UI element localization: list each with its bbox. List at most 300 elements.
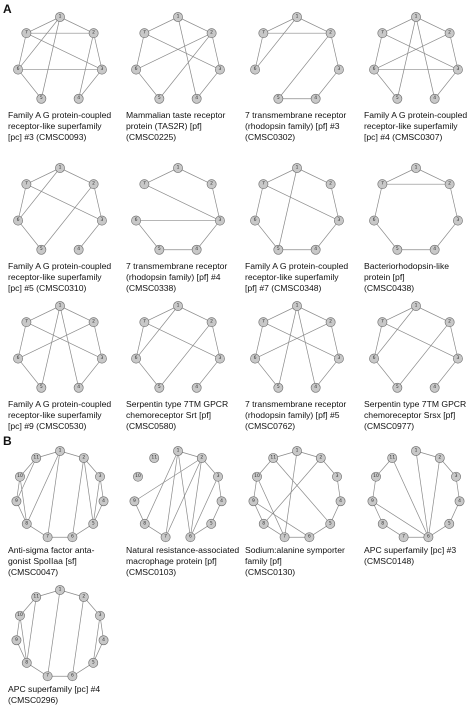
node-label: 6 xyxy=(253,356,257,362)
node-3 xyxy=(95,611,104,620)
edge-2-3 xyxy=(450,33,458,69)
network-panel-a-9 xyxy=(0,297,118,431)
edge-6-7 xyxy=(255,322,263,358)
node-label: 10 xyxy=(373,474,379,480)
caption-line: (CMSC0338) xyxy=(126,283,177,293)
node-4 xyxy=(336,497,345,506)
node-label: 5 xyxy=(157,385,161,391)
node-label: 6 xyxy=(307,534,311,540)
caption-line: (CMSC0977) xyxy=(364,421,415,431)
edge-7-3 xyxy=(382,33,458,69)
node-4 xyxy=(74,383,83,392)
node-label: 11 xyxy=(33,594,40,600)
edge-2-5 xyxy=(84,458,95,527)
node-7 xyxy=(280,533,289,542)
edge-1-6 xyxy=(178,451,190,537)
node-4 xyxy=(430,94,439,103)
edge-1-2 xyxy=(178,168,212,184)
edge-7-1 xyxy=(382,168,416,184)
caption-line: 7 transmembrane receptor xyxy=(245,399,347,409)
caption-line: APC superfamily [pc] #3 xyxy=(364,545,457,555)
node-label: 6 xyxy=(372,218,376,224)
node-label: 8 xyxy=(143,521,147,527)
node-label: 3 xyxy=(100,67,104,73)
edge-2-6 xyxy=(72,597,83,676)
node-3 xyxy=(97,216,106,225)
node-4 xyxy=(217,497,226,506)
network-graph xyxy=(0,582,118,682)
edge-5-6 xyxy=(374,359,399,391)
node-label: 6 xyxy=(16,67,20,73)
edge-2-3 xyxy=(331,33,339,69)
node-label: 1 xyxy=(295,165,299,171)
caption-line: (CMSC0148) xyxy=(364,556,415,566)
network-caption xyxy=(126,545,239,578)
node-1 xyxy=(411,301,420,310)
edge-7-3 xyxy=(144,184,220,220)
network-panel-b-4 xyxy=(356,443,474,566)
edge-7-3 xyxy=(26,322,102,358)
node-label: 8 xyxy=(25,521,29,527)
caption-line: [pc] #4 (CMSC0307) xyxy=(364,132,443,142)
node-7 xyxy=(140,29,149,38)
edge-7-1 xyxy=(263,306,297,322)
caption-line: receptor-like superfamily xyxy=(8,410,102,420)
node-label: 7 xyxy=(283,534,287,540)
network-caption xyxy=(126,399,228,432)
caption-line: chemoreceptor Srt [pf] xyxy=(126,410,212,420)
node-6 xyxy=(13,216,22,225)
panel-b-label: B xyxy=(3,434,12,448)
node-label: 7 xyxy=(380,319,384,325)
node-3 xyxy=(215,354,224,363)
node-2 xyxy=(79,592,88,601)
caption-line: protein (TAS2R) [pf] xyxy=(126,121,202,131)
edge-7-1 xyxy=(144,168,178,184)
caption-line: Bacteriorhodopsin-like xyxy=(364,261,450,271)
caption-line: receptor-like superfamily xyxy=(8,272,102,282)
node-1 xyxy=(173,446,182,455)
node-label: 11 xyxy=(389,455,396,461)
node-label: 2 xyxy=(92,319,96,325)
node-3 xyxy=(334,216,343,225)
edge-1-2 xyxy=(60,17,94,33)
node-7 xyxy=(161,533,170,542)
network-caption xyxy=(8,261,111,294)
caption-line: Family A G protein-coupled xyxy=(8,399,112,409)
edge-1-2 xyxy=(416,306,450,322)
node-1 xyxy=(173,163,182,172)
edge-2-6 xyxy=(18,322,94,358)
edge-11-8 xyxy=(25,597,36,666)
node-label: 3 xyxy=(218,356,222,362)
node-4 xyxy=(192,94,201,103)
node-3 xyxy=(453,65,462,74)
caption-line: Family A G protein-coupled xyxy=(364,110,468,120)
node-label: 2 xyxy=(448,319,452,325)
edge-2-3 xyxy=(94,184,102,220)
edge-1-2 xyxy=(416,17,450,33)
node-5 xyxy=(155,245,164,254)
node-label: 2 xyxy=(92,181,96,187)
node-label: 7 xyxy=(142,319,146,325)
edge-5-6 xyxy=(18,221,43,253)
node-7 xyxy=(22,29,31,38)
node-label: 4 xyxy=(102,498,105,504)
edge-5-6 xyxy=(136,359,161,391)
network-graph xyxy=(356,159,474,259)
node-label: 1 xyxy=(414,303,418,309)
node-8 xyxy=(378,519,387,528)
caption-line: [pc] #3 (CMSC0093) xyxy=(8,132,87,142)
network-caption xyxy=(245,261,348,294)
caption-line: 7 transmembrane receptor xyxy=(245,110,347,120)
node-7 xyxy=(22,318,31,327)
node-label: 2 xyxy=(329,319,333,325)
node-label: 3 xyxy=(335,474,339,480)
network-caption xyxy=(245,110,346,143)
edge-2-3 xyxy=(331,322,339,358)
node-label: 9 xyxy=(15,498,18,504)
node-label: 4 xyxy=(77,247,81,253)
edge-2-5 xyxy=(157,33,211,102)
node-10 xyxy=(252,472,261,481)
node-label: 7 xyxy=(142,30,146,36)
node-6 xyxy=(369,65,378,74)
edge-7-1 xyxy=(263,168,297,184)
node-label: 3 xyxy=(456,218,460,224)
node-5 xyxy=(274,383,283,392)
node-label: 3 xyxy=(337,218,341,224)
node-9 xyxy=(12,636,21,645)
caption-line: protein [pf] xyxy=(364,272,405,282)
node-label: 5 xyxy=(395,96,399,102)
node-label: 6 xyxy=(134,218,138,224)
edge-1-2 xyxy=(60,306,94,322)
network-caption xyxy=(8,399,111,432)
node-label: 4 xyxy=(314,385,318,391)
edge-2-3 xyxy=(94,322,102,358)
node-label: 6 xyxy=(188,534,192,540)
node-6 xyxy=(250,65,259,74)
node-2 xyxy=(326,318,335,327)
edge-1-5 xyxy=(276,306,297,391)
node-label: 4 xyxy=(195,247,199,253)
node-11 xyxy=(388,453,397,462)
node-label: 7 xyxy=(261,181,265,187)
caption-line: Natural resistance-associated xyxy=(126,545,240,555)
edge-7-1 xyxy=(382,306,416,322)
node-label: 1 xyxy=(414,448,418,454)
node-8 xyxy=(140,519,149,528)
node-label: 6 xyxy=(70,534,74,540)
network-graph xyxy=(237,443,355,543)
edge-5-6 xyxy=(18,359,43,391)
node-10 xyxy=(133,472,142,481)
node-label: 11 xyxy=(33,455,40,461)
edge-5-6 xyxy=(18,70,43,102)
network-graph xyxy=(118,297,236,397)
node-2 xyxy=(445,29,454,38)
node-7 xyxy=(140,180,149,189)
node-6 xyxy=(305,533,314,542)
node-label: 2 xyxy=(448,181,452,187)
node-8 xyxy=(259,519,268,528)
caption-line: (CMSC0762) xyxy=(245,421,296,431)
node-label: 1 xyxy=(295,303,299,309)
network-graph xyxy=(356,443,474,543)
node-label: 2 xyxy=(210,30,214,36)
caption-line: (CMSC0438) xyxy=(364,283,415,293)
node-label: 11 xyxy=(151,455,158,461)
edge-3-4 xyxy=(77,221,102,253)
node-label: 6 xyxy=(253,218,257,224)
node-1 xyxy=(411,446,420,455)
node-label: 4 xyxy=(220,498,223,504)
edge-1-5 xyxy=(39,306,60,391)
node-7 xyxy=(43,672,52,681)
node-label: 5 xyxy=(276,385,280,391)
node-6 xyxy=(369,354,378,363)
edge-5-6 xyxy=(374,221,399,253)
node-11 xyxy=(32,592,41,601)
edge-7-1 xyxy=(144,306,178,322)
node-7 xyxy=(43,533,52,542)
network-caption xyxy=(364,545,456,567)
edge-2-8 xyxy=(262,458,321,527)
node-4 xyxy=(430,245,439,254)
node-label: 3 xyxy=(218,218,222,224)
network-panel-a-6 xyxy=(118,159,236,293)
node-1 xyxy=(55,163,64,172)
edge-2-5 xyxy=(157,322,211,391)
node-label: 3 xyxy=(216,474,220,480)
node-label: 6 xyxy=(372,356,376,362)
node-label: 5 xyxy=(157,96,161,102)
edge-7-1 xyxy=(382,17,416,33)
node-3 xyxy=(453,354,462,363)
edge-3-4 xyxy=(314,70,339,102)
node-label: 1 xyxy=(295,14,299,20)
network-caption xyxy=(364,110,467,143)
node-label: 6 xyxy=(70,673,74,679)
node-1 xyxy=(55,12,64,21)
node-label: 1 xyxy=(176,14,180,20)
network-graph xyxy=(237,159,355,259)
node-label: 1 xyxy=(176,165,180,171)
caption-line: Mammalian taste receptor xyxy=(126,110,226,120)
node-2 xyxy=(197,453,206,462)
caption-line: (rhodopsin family) [pf] #3 xyxy=(245,121,340,131)
node-label: 5 xyxy=(395,385,399,391)
node-2 xyxy=(445,318,454,327)
node-label: 4 xyxy=(77,385,81,391)
network-panel-a-12 xyxy=(356,297,474,431)
node-label: 7 xyxy=(24,319,28,325)
node-4 xyxy=(74,94,83,103)
node-6 xyxy=(68,533,77,542)
network-caption xyxy=(8,684,100,706)
network-panel-a-1 xyxy=(0,8,118,142)
network-graph xyxy=(118,159,236,259)
node-10 xyxy=(15,472,24,481)
caption-line: (CMSC0296) xyxy=(8,695,59,705)
node-label: 10 xyxy=(254,474,260,480)
node-9 xyxy=(249,497,258,506)
edge-6-7 xyxy=(18,322,26,358)
edge-2-3 xyxy=(94,33,102,69)
edge-2-5 xyxy=(276,33,330,102)
caption-line: gonist SpoIIaa [sf] xyxy=(8,556,77,566)
node-3 xyxy=(97,354,106,363)
node-5 xyxy=(393,94,402,103)
node-11 xyxy=(150,453,159,462)
node-6 xyxy=(68,672,77,681)
node-4 xyxy=(192,383,201,392)
node-label: 6 xyxy=(253,67,257,73)
node-7 xyxy=(399,533,408,542)
edge-7-3 xyxy=(382,322,458,358)
node-5 xyxy=(37,245,46,254)
node-label: 5 xyxy=(276,247,280,253)
caption-line: (rhodopsin family) [pf] #4 xyxy=(126,272,221,282)
node-3 xyxy=(215,216,224,225)
node-label: 5 xyxy=(39,385,43,391)
network-panel-a-2 xyxy=(118,8,236,142)
node-1 xyxy=(55,585,64,594)
node-3 xyxy=(213,472,222,481)
node-5 xyxy=(37,383,46,392)
node-label: 8 xyxy=(25,660,29,666)
node-label: 6 xyxy=(16,218,20,224)
edge-5-6 xyxy=(136,70,161,102)
edge-5-6 xyxy=(255,359,280,391)
node-label: 5 xyxy=(276,96,280,102)
node-11 xyxy=(32,453,41,462)
node-2 xyxy=(326,180,335,189)
node-5 xyxy=(89,658,98,667)
node-label: 5 xyxy=(157,247,161,253)
node-6 xyxy=(250,216,259,225)
edge-7-3 xyxy=(263,322,339,358)
node-2 xyxy=(445,180,454,189)
network-caption xyxy=(245,545,345,578)
node-label: 1 xyxy=(414,14,418,20)
node-4 xyxy=(192,245,201,254)
node-label: 10 xyxy=(135,474,141,480)
edge-7-3 xyxy=(263,184,339,220)
node-label: 3 xyxy=(218,67,222,73)
node-10 xyxy=(371,472,380,481)
node-label: 7 xyxy=(380,181,384,187)
node-label: 4 xyxy=(433,385,437,391)
edge-3-4 xyxy=(195,70,220,102)
edge-7-1 xyxy=(144,17,178,33)
node-label: 4 xyxy=(195,96,199,102)
caption-line: receptor-like superfamily xyxy=(364,121,458,131)
node-label: 7 xyxy=(261,30,265,36)
node-7 xyxy=(22,180,31,189)
node-label: 1 xyxy=(58,303,62,309)
node-label: 5 xyxy=(447,521,451,527)
edge-6-7 xyxy=(374,33,382,69)
node-label: 3 xyxy=(100,218,104,224)
node-1 xyxy=(411,163,420,172)
node-1 xyxy=(55,301,64,310)
edge-1-4 xyxy=(60,306,81,391)
caption-line: Serpentin type 7TM GPCR xyxy=(126,399,229,409)
edge-2-6 xyxy=(255,322,331,358)
node-7 xyxy=(378,29,387,38)
node-4 xyxy=(311,383,320,392)
node-2 xyxy=(435,453,444,462)
node-label: 5 xyxy=(39,96,43,102)
caption-line: 7 transmembrane receptor xyxy=(126,261,228,271)
node-label: 7 xyxy=(380,30,384,36)
edge-3-4 xyxy=(433,221,458,253)
edge-7-1 xyxy=(26,168,60,184)
edge-3-4 xyxy=(195,221,220,253)
edge-1-4 xyxy=(297,306,318,391)
edge-1-2 xyxy=(297,17,331,33)
node-4 xyxy=(455,497,464,506)
node-4 xyxy=(311,94,320,103)
edge-6-7 xyxy=(255,184,263,220)
node-label: 11 xyxy=(270,455,277,461)
network-graph xyxy=(356,297,474,397)
node-label: 1 xyxy=(176,448,180,454)
edge-2-5 xyxy=(395,322,449,391)
node-label: 7 xyxy=(24,181,28,187)
node-label: 1 xyxy=(58,587,62,593)
node-label: 4 xyxy=(339,498,342,504)
caption-line: Anti-sigma factor anta- xyxy=(8,545,95,555)
edge-2-6 xyxy=(72,458,83,537)
edge-1-4 xyxy=(416,17,437,102)
edge-2-3 xyxy=(212,33,220,69)
node-5 xyxy=(207,519,216,528)
node-2 xyxy=(316,453,325,462)
node-label: 3 xyxy=(98,613,102,619)
node-label: 5 xyxy=(91,521,95,527)
node-7 xyxy=(140,318,149,327)
node-label: 1 xyxy=(58,14,62,20)
edge-3-4 xyxy=(77,359,102,391)
node-5 xyxy=(155,383,164,392)
edge-2-3 xyxy=(450,184,458,220)
node-label: 4 xyxy=(433,247,437,253)
node-label: 4 xyxy=(314,96,318,102)
edge-5-6 xyxy=(374,70,399,102)
network-caption xyxy=(126,261,227,294)
network-caption xyxy=(8,110,111,143)
network-graph xyxy=(118,443,236,543)
node-6 xyxy=(131,354,140,363)
node-3 xyxy=(95,472,104,481)
node-5 xyxy=(274,245,283,254)
edge-1-7 xyxy=(48,590,60,676)
network-graph xyxy=(0,443,118,543)
node-2 xyxy=(89,318,98,327)
node-5 xyxy=(393,383,402,392)
node-9 xyxy=(368,497,377,506)
node-label: 2 xyxy=(210,181,214,187)
caption-line: family [pf] xyxy=(245,556,282,566)
node-3 xyxy=(451,472,460,481)
node-6 xyxy=(250,354,259,363)
node-3 xyxy=(215,65,224,74)
edge-1-5 xyxy=(395,17,416,102)
